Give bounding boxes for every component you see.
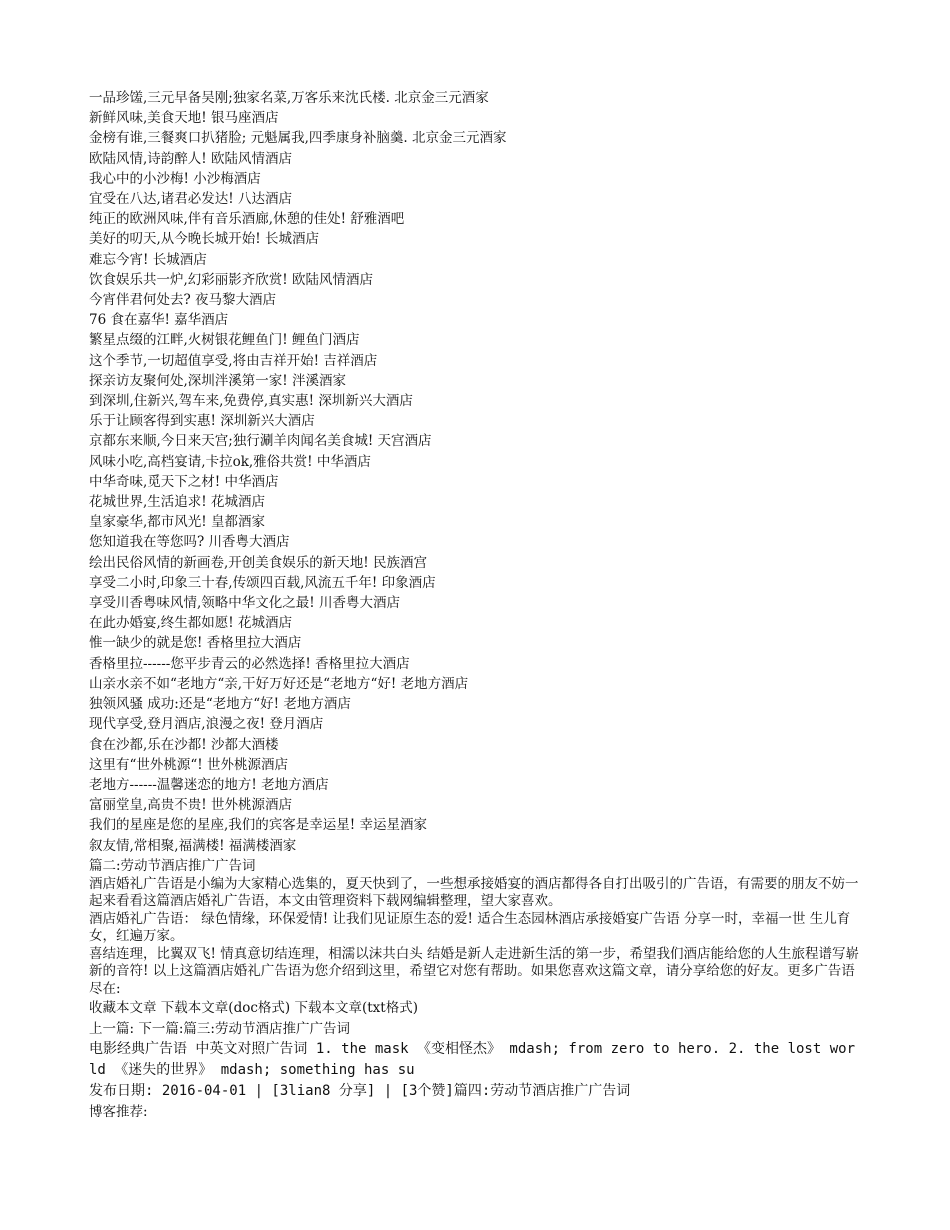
slogan-line: 今宵伴君何处去? 夜马黎大酒店 [89,292,277,309]
download-doc-link[interactable]: 下载本文章(doc格式) [160,1000,291,1017]
slogan-line: 到深圳,住新兴,驾车来,免费停,真实惠! 深圳新兴大酒店 [89,393,413,410]
slogan-line: 饮食娱乐共一炉,幻彩丽影齐欣赏! 欧陆风情酒店 [89,271,374,288]
slogan-line: 欧陆风情,诗韵醉人! 欧陆风情酒店 [89,150,293,167]
related-article-snippet[interactable]: 电影经典广告语 中英文对照广告词 1. the mask 《变相怪杰》 mdash; from zero to hero. 2. the lost world 《迷失的世界》 mdash; something has su [89,1040,856,1078]
slogan-line: 乐于让顾客得到实惠! 深圳新兴大酒店 [89,413,315,430]
slogan-line: 叙友情,常相聚,福满楼! 福满楼酒家 [89,837,297,854]
slogan-line: 惟一缺少的就是您! 香格里拉大酒店 [89,635,302,652]
slogan-line: 富丽堂皇,高贵不贵! 世外桃源酒店 [89,797,293,814]
action-bar [89,998,861,1018]
slogan-line: 京都东来顺,今日来天宫;独行涮羊肉闻名美食城! 天宫酒店 [89,433,432,450]
slogan-line: 这里有“世外桃源“! 世外桃源酒店 [89,756,289,773]
slogan-line: 我们的星座是您的星座,我们的宾客是幸运星! 幸运星酒家 [89,817,428,834]
slogan-line: 现代享受,登月酒店,浪漫之夜! 登月酒店 [89,716,324,733]
slogan-line: 在此办婚宴,终生都如愿! 花城酒店 [89,615,293,632]
download-txt-link[interactable]: 下载本文章(txt格式) [294,1000,418,1017]
slogan-line: 皇家豪华,都市风光! 皇都酒家 [89,514,266,531]
slogan-line: 您知道我在等您吗? 川香粤大酒店 [89,534,290,551]
slogan-list [89,88,861,856]
slogan-line: 绘出民俗风情的新画卷,开创美食娱乐的新天地! 民族酒宫 [89,554,428,571]
slogan-line: 山亲水亲不如“老地方“亲,干好万好还是“老地方“好! 老地方酒店 [89,675,469,692]
publish-info: 发布日期: 2016-04-01 | [3lian8 分享] | [3个赞]篇四:劳动节酒店推广广告词 [89,1082,631,1099]
paragraph-intro: 酒店婚礼广告语是小编为大家精心选集的，夏天快到了，一些想承接婚宴的酒店都得各自打出吸引的广告语，有需要的朋友不妨一起来看看这篇酒店婚礼广告语，本文由管理资料下载网编辑整理，望大家喜欢。 [89,875,859,910]
blog-recommend-label: 博客推荐: [89,1103,148,1120]
document-body [89,88,861,1122]
slogan-line: 新鲜风味,美食天地! 银马座酒店 [89,110,279,127]
slogan-line: 76 食在嘉华! 嘉华酒店 [89,312,229,329]
slogan-line: 香格里拉------您平步青云的必然选择! 香格里拉大酒店 [89,655,410,672]
slogan-line: 我心中的小沙梅! 小沙梅酒店 [89,170,261,187]
slogan-line: 中华奇味,觅天下之材! 中华酒店 [89,473,279,490]
slogan-line: 老地方------温馨迷恋的地方! 老地方酒店 [89,776,329,793]
slogan-line: 金榜有谁,三餐爽口扒猪脸; 元魁属我,四季康身补脑羹. 北京金三元酒家 [89,130,507,147]
slogan-line: 探亲访友聚何处,深圳泮溪第一家! 泮溪酒家 [89,372,347,389]
collect-article-link[interactable]: 收藏本文章 [89,1000,157,1017]
slogan-line: 独领风骚 成功:还是“老地方“好! 老地方酒店 [89,696,351,713]
slogan-line: 享受二小时,印象三十春,传颂四百载,风流五千年! 印象酒店 [89,574,436,591]
slogan-line: 花城世界,生活追求! 花城酒店 [89,494,266,511]
slogan-line: 食在沙都,乐在沙都! 沙都大酒楼 [89,736,279,753]
slogan-line: 难忘今宵! 长城酒店 [89,251,207,268]
paragraph-slogans: 酒店婚礼广告语： 绿色情缘，环保爱情! 让我们见证原生态的爱! 适合生态园林酒店承接婚宴广告语 分享一时，幸福一世 生儿育女，红遍万家。 [89,910,851,945]
slogan-line: 繁星点缀的江畔,火树银花鲤鱼门! 鲤鱼门酒店 [89,332,360,349]
slogan-line: 宜受在八达,诸君必发达! 八达酒店 [89,191,293,208]
slogan-line: 美好的叨天,从今晚长城开始! 长城酒店 [89,231,320,248]
paragraph-closing: 喜结连理，比翼双飞! 情真意切结连理，相濡以沫共白头 结婚是新人走进新生活的第一步，希望我们酒店能给您的人生旅程谱写崭新的音符! 以上这篇酒店婚礼广告语为您介绍到这里，希望它对您有帮助。如果您喜欢这篇文章，请分享给您的好友。更多广告语尽在: [89,945,860,997]
slogan-line: 纯正的欧洲风味,伴有音乐酒廊,休憩的佳处! 舒雅酒吧 [89,211,405,228]
prev-article-link[interactable]: 上一篇: [89,1020,135,1037]
next-article-link[interactable]: 下一篇:篇三:劳动节酒店推广广告词 [138,1020,350,1037]
section-title: 篇二:劳动节酒店推广广告词 [89,857,256,874]
slogan-line: 这个季节,一切超值享受,将由吉祥开始! 吉祥酒店 [89,352,378,369]
slogan-line: 一品珍馐,三元早备吴刚;独家名菜,万客乐来沈氏楼. 北京金三元酒家 [89,90,489,106]
slogan-line: 享受川香粤味风情,领略中华文化之最! 川香粤大酒店 [89,595,401,612]
article-nav [89,1019,861,1039]
slogan-line: 风味小吃,高档宴请,卡拉ok,雅俗共赏! 中华酒店 [89,453,371,470]
